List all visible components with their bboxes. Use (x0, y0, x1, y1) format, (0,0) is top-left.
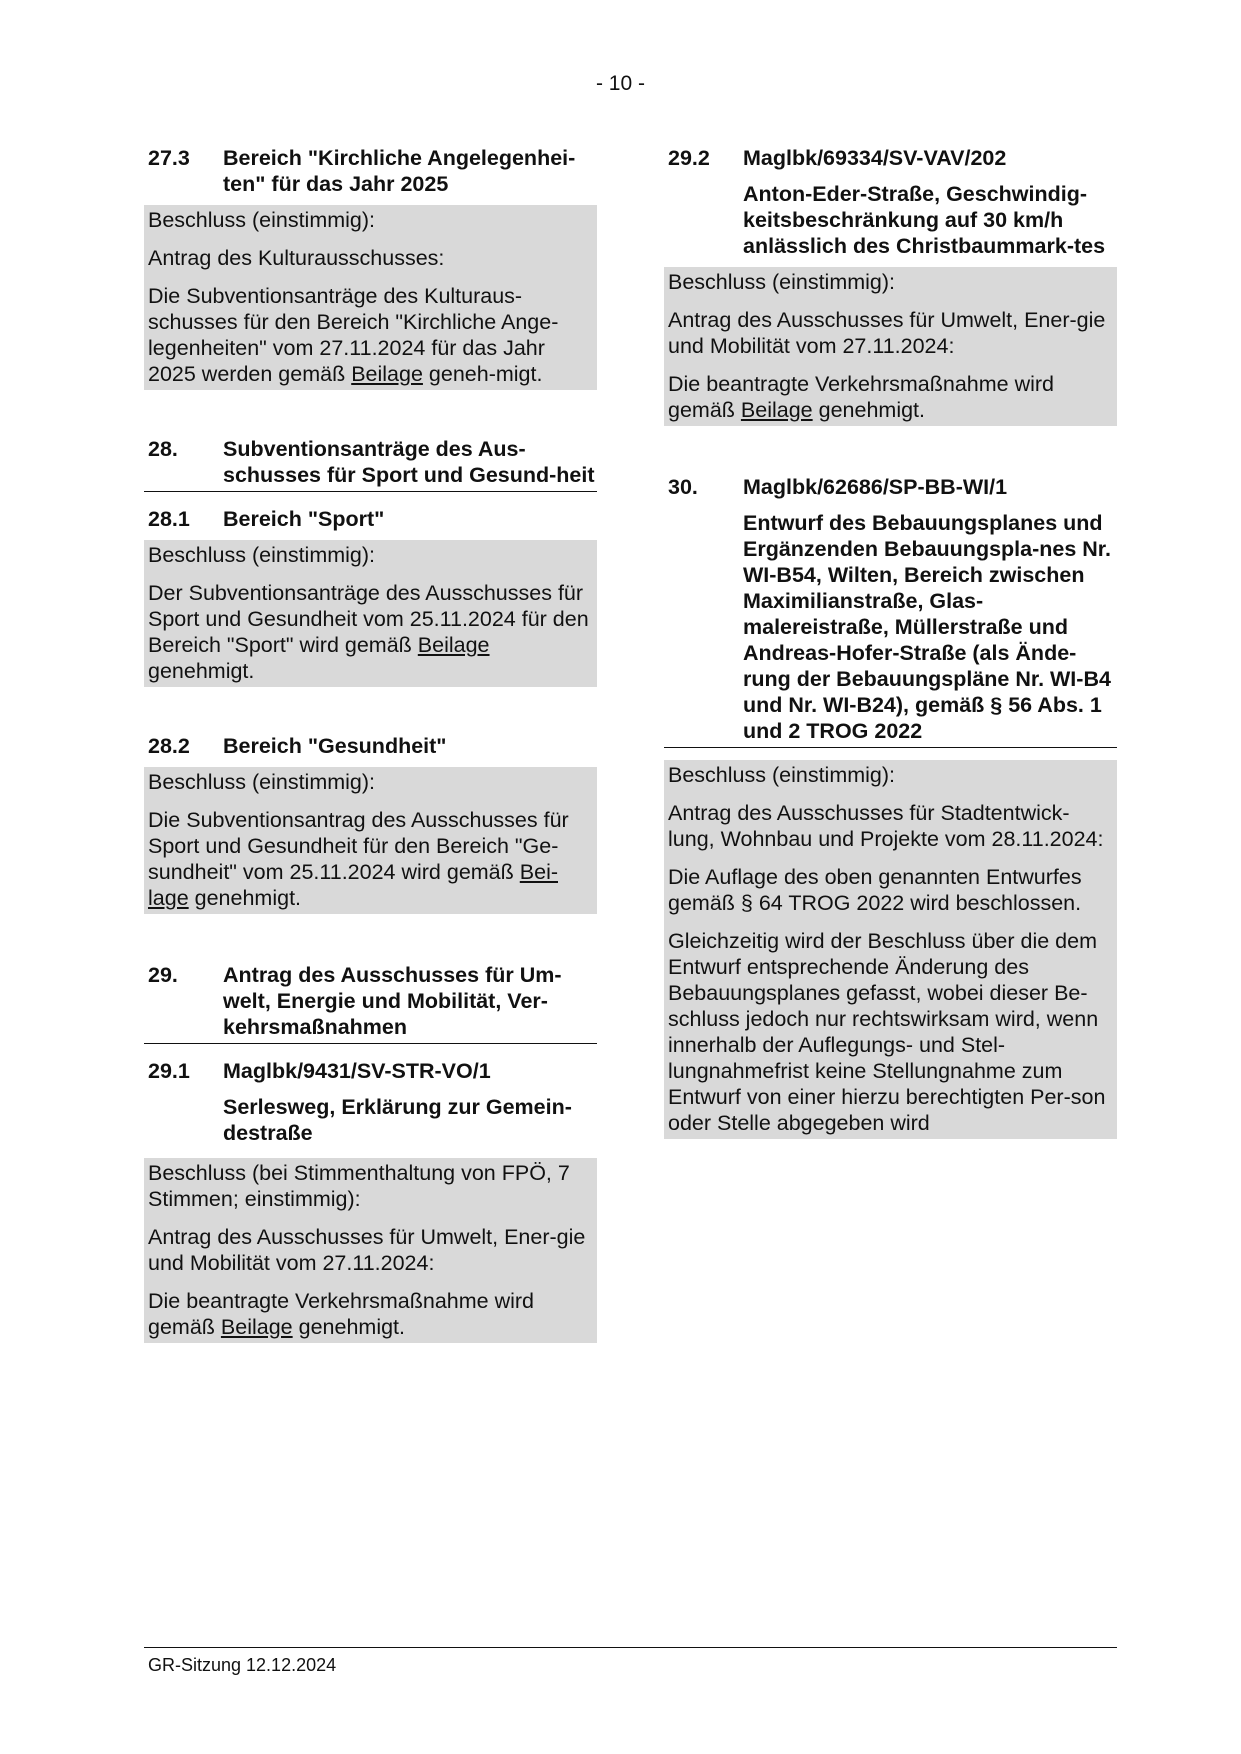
section-number: 30. (668, 475, 698, 499)
attachment-link[interactable]: Beilage (220, 1315, 293, 1339)
section-heading (664, 145, 1117, 171)
motion-label: Antrag des Ausschusses für Stadtentwick-lung, Wohnbau und Projekte vom 28.11.2024: (668, 801, 1104, 851)
section-subtitle: Serlesweg, Erklärung zur Gemein-destraße (223, 1095, 572, 1145)
section-heading (144, 962, 597, 1044)
resolution-label: Beschluss (bei Stimmenthaltung von FPÖ, 7 Stimmen; einstimmig): (148, 1161, 570, 1211)
section-heading (664, 474, 1117, 500)
section-number: 27.3 (148, 146, 190, 170)
resolution-text: Der Subventionsanträge des Ausschusses für Sport und Gesundheit vom 25.11.2024 für den Bereich "Sport" wird gemäß Beilage genehmigt. (148, 581, 589, 683)
section-30 (664, 474, 1117, 1139)
section-title: Bereich "Sport" (223, 507, 385, 531)
section-number: 29.2 (668, 146, 710, 170)
resolution-box (144, 1158, 597, 1343)
section-number: 28. (148, 437, 178, 461)
section-number: 29.1 (148, 1059, 190, 1083)
resolution-box (144, 205, 597, 390)
attachment-link[interactable]: Bei-lage (148, 860, 558, 910)
section-heading (144, 145, 597, 197)
motion-label: Antrag des Kulturausschusses: (148, 246, 445, 270)
left-column (144, 145, 597, 1343)
section-title: Subventionsanträge des Aus-schusses für Sport und Gesund-heit (223, 437, 595, 487)
resolution-box (144, 767, 597, 914)
resolution-text: Gleichzeitig wird der Beschluss über die dem Entwurf entsprechende Änderung des Bebauungsplanes gefasst, wobei dieser Be-schluss jedoch nur rechtswirksam wird, wenn innerhalb der Auflegungs- und Stel-lungnahmefrist keine Stellungnahme zum Entwurf von einer hierzu berechtigten Per-son oder Stelle abgegeben wird (668, 929, 1106, 1135)
section-title: Maglbk/62686/SP-BB-WI/1 (743, 475, 1008, 499)
section-29 (144, 962, 597, 1044)
motion-label: Antrag des Ausschusses für Umwelt, Ener-gie und Mobilität vom 27.11.2024: (148, 1225, 586, 1275)
section-title: Bereich "Kirchliche Angelegenhei-ten" für das Jahr 2025 (223, 146, 576, 196)
section-heading-block (664, 474, 1117, 748)
resolution-text: Die Subventionsanträge des Kulturaus-schusses für den Bereich "Kirchliche Ange-legenheiten" vom 27.11.2024 für das Jahr 2025 werden gemäß Beilage geneh-migt. (148, 284, 559, 386)
section-28 (144, 436, 597, 492)
motion-label: Antrag des Ausschusses für Umwelt, Ener-gie und Mobilität vom 27.11.2024: (668, 308, 1106, 358)
section-29-1 (144, 1058, 597, 1343)
section-28-2 (144, 733, 597, 914)
resolution-box (664, 760, 1117, 1139)
resolution-label: Beschluss (einstimmig): (668, 763, 895, 787)
footer-divider (144, 1647, 1117, 1648)
resolution-text: Die Auflage des oben genannten Entwurfes gemäß § 64 TROG 2022 wird beschlossen. (668, 865, 1082, 915)
section-subtitle: Entwurf des Bebauungsplanes und Ergänzenden Bebauungspla-nes Nr. WI-B54, Wilten, Bereich zwischen Maximilianstraße, Glas-malereistraße, Müllerstraße und Andreas-Hofer-Straße (als Ände-rung der Bebauungspläne Nr. WI-B4 und Nr. WI-B24), gemäß § 56 Abs. 1 und 2 TROG 2022 (743, 511, 1111, 743)
section-title: Antrag des Ausschusses für Um-welt, Energie und Mobilität, Ver-kehrsmaßnahmen (223, 963, 562, 1039)
section-27-3 (144, 145, 597, 390)
section-title: Maglbk/69334/SV-VAV/202 (743, 146, 1007, 170)
section-title: Maglbk/9431/SV-STR-VO/1 (223, 1059, 491, 1083)
section-29-2 (664, 145, 1117, 426)
section-title: Bereich "Gesundheit" (223, 734, 447, 758)
section-number: 28.2 (148, 734, 190, 758)
page-number: - 10 - (595, 72, 645, 95)
attachment-link[interactable]: Beilage (740, 398, 813, 422)
section-subtitle: Anton-Eder-Straße, Geschwindig-keitsbeschränkung auf 30 km/h anlässlich des Christbaummark-tes (743, 182, 1106, 258)
section-heading (144, 436, 597, 492)
section-heading (144, 733, 597, 759)
section-number: 28.1 (148, 507, 190, 531)
resolution-text: Die beantragte Verkehrsmaßnahme wird gemäß Beilage genehmigt. (148, 1289, 534, 1339)
resolution-label: Beschluss (einstimmig): (148, 208, 375, 232)
section-heading (144, 506, 597, 532)
resolution-label: Beschluss (einstimmig): (668, 270, 895, 294)
resolution-box (664, 267, 1117, 426)
footer-text: GR-Sitzung 12.12.2024 (148, 1655, 337, 1675)
section-28-1 (144, 506, 597, 687)
resolution-text: Die Subventionsantrag des Ausschusses für Sport und Gesundheit für den Bereich "Ge-sundheit" vom 25.11.2024 wird gemäß Bei-lage genehmigt. (148, 808, 569, 910)
attachment-link[interactable]: Beilage (417, 633, 490, 657)
section-heading (144, 1058, 597, 1084)
resolution-label: Beschluss (einstimmig): (148, 770, 375, 794)
resolution-box (144, 540, 597, 687)
attachment-link[interactable]: Beilage (351, 362, 423, 386)
section-number: 29. (148, 963, 178, 987)
resolution-text: Die beantragte Verkehrsmaßnahme wird gemäß Beilage genehmigt. (668, 372, 1054, 422)
resolution-label: Beschluss (einstimmig): (148, 543, 375, 567)
right-column (664, 145, 1117, 1139)
